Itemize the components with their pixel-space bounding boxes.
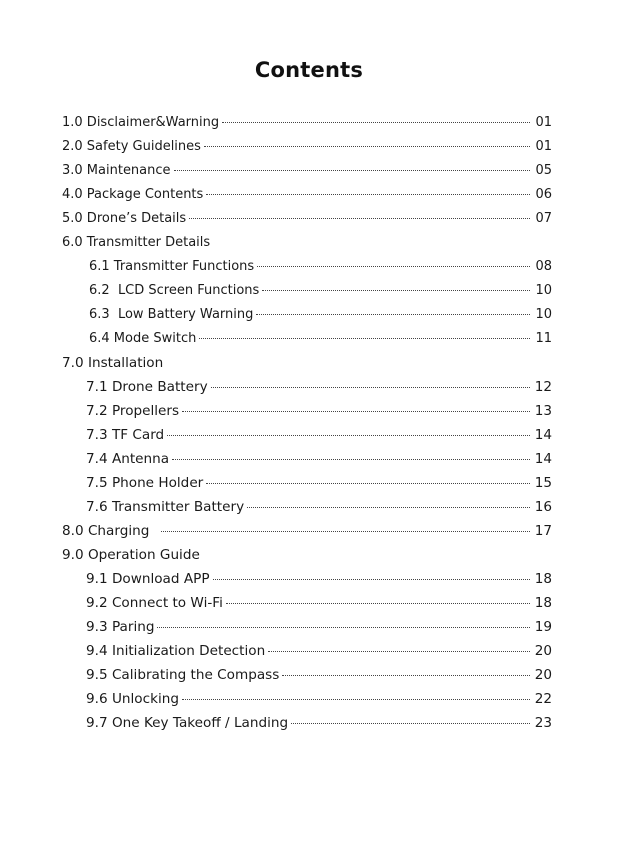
toc-entry-page: 07 [535, 211, 552, 226]
toc-entry-label: 9.6 Unlocking [86, 691, 179, 707]
toc-entry-9-3[interactable] [62, 617, 552, 641]
toc-entry-label: 7.6 Transmitter Battery [86, 499, 245, 515]
dot-leader [204, 146, 530, 147]
toc-entry-9-5[interactable] [62, 665, 552, 689]
toc-section-7-0[interactable] [62, 353, 552, 377]
dot-leader [256, 314, 530, 315]
dot-leader [268, 651, 530, 652]
toc-entry-label: 9.1 Download APP [86, 571, 210, 587]
dot-leader [222, 122, 530, 123]
toc-section-label: 7.0 Installation [62, 355, 164, 371]
toc-entry-9-1[interactable] [62, 569, 552, 593]
toc-entry-6-2[interactable] [62, 281, 552, 305]
dot-leader [199, 338, 530, 339]
dot-leader [182, 699, 530, 700]
toc-entry-7-5[interactable] [62, 473, 552, 497]
toc-entry-page: 20 [534, 667, 552, 683]
toc-entry-label: 8.0 Charging [62, 523, 150, 539]
dot-leader [291, 723, 530, 724]
toc-entry-page: 20 [534, 643, 552, 659]
toc-entry-page: 18 [534, 571, 552, 587]
page-title: Contents [254, 58, 364, 82]
toc-entry-page: 22 [534, 691, 552, 707]
toc-entry-label: 7.4 Antenna [86, 451, 170, 467]
dot-leader [189, 218, 530, 219]
dot-leader [167, 435, 530, 436]
toc-entry-6-4[interactable] [62, 329, 552, 353]
toc-entry-label: 3.0 Maintenance [62, 163, 171, 178]
toc-entry-page: 01 [535, 115, 552, 130]
toc-entry-3-0[interactable] [62, 161, 552, 185]
toc-entry-label: 7.3 TF Card [86, 427, 165, 443]
toc-entry-9-6[interactable] [62, 689, 552, 713]
toc-entry-6-1[interactable] [62, 257, 552, 281]
toc-entry-label: 4.0 Package Contents [62, 187, 204, 202]
toc-entry-1-0[interactable] [62, 113, 552, 137]
dot-leader [262, 290, 530, 291]
toc-entry-page: 10 [535, 307, 552, 322]
toc-entry-label: 7.5 Phone Holder [86, 475, 204, 491]
toc-entry-page: 01 [535, 139, 552, 154]
toc-entry-page: 14 [534, 427, 552, 443]
dot-leader [174, 170, 530, 171]
toc-entry-page: 08 [535, 259, 552, 274]
toc-entry-page: 11 [535, 331, 552, 346]
toc-entry-page: 17 [534, 523, 552, 539]
toc-entry-page: 16 [534, 499, 552, 515]
toc-section-label: 9.0 Operation Guide [62, 547, 200, 563]
toc-entry-label: 9.3 Paring [86, 619, 155, 635]
toc-section-6-0[interactable] [62, 233, 552, 257]
toc-entry-7-2[interactable] [62, 401, 552, 425]
dot-leader [182, 411, 530, 412]
toc-entry-page: 23 [534, 715, 552, 731]
toc-entry-7-1[interactable] [62, 377, 552, 401]
toc-entry-page: 12 [534, 379, 552, 395]
dot-leader [157, 627, 530, 628]
toc-entry-page: 05 [535, 163, 552, 178]
toc-entry-page: 14 [534, 451, 552, 467]
dot-leader [282, 675, 530, 676]
toc-entry-label: 1.0 Disclaimer&Warning [62, 115, 220, 130]
toc-entry-label: 6.1 Transmitter Functions [89, 259, 255, 274]
toc-entry-7-3[interactable] [62, 425, 552, 449]
toc-entry-page: 15 [534, 475, 552, 491]
dot-leader [161, 531, 530, 532]
dot-leader [247, 507, 530, 508]
toc-entry-page: 13 [534, 403, 552, 419]
toc-entry-label: 7.2 Propellers [86, 403, 180, 419]
toc-entry-7-4[interactable] [62, 449, 552, 473]
toc-entry-9-2[interactable] [62, 593, 552, 617]
toc-entry-label: 9.4 Initialization Detection [86, 643, 266, 659]
toc-entry-2-0[interactable] [62, 137, 552, 161]
toc-entry-9-4[interactable] [62, 641, 552, 665]
toc-entry-label: 5.0 Drone’s Details [62, 211, 187, 226]
dot-leader [213, 579, 530, 580]
dot-leader [257, 266, 530, 267]
toc-entry-label: 9.5 Calibrating the Compass [86, 667, 280, 683]
toc-entry-label: 2.0 Safety Guidelines [62, 139, 201, 154]
toc-entry-page: 18 [534, 595, 552, 611]
toc-entry-label: 9.2 Connect to Wi-Fi [86, 595, 223, 611]
toc-entry-label: 7.1 Drone Battery [86, 379, 208, 395]
toc-entry-5-0[interactable] [62, 209, 552, 233]
toc-entry-page: 10 [535, 283, 552, 298]
dot-leader [226, 603, 530, 604]
dot-leader [206, 483, 530, 484]
toc-section-label: 6.0 Transmitter Details [62, 235, 211, 250]
toc-entry-4-0[interactable] [62, 185, 552, 209]
dot-leader [172, 459, 530, 460]
toc-entry-8-0[interactable] [62, 521, 552, 545]
toc-entry-page: 06 [535, 187, 552, 202]
toc-entry-label: 6.4 Mode Switch [89, 331, 197, 346]
toc-entry-label: 9.7 One Key Takeoff / Landing [86, 715, 289, 731]
toc-section-9-0[interactable] [62, 545, 552, 569]
dot-leader [206, 194, 530, 195]
toc-entry-9-7[interactable] [62, 713, 552, 737]
toc-entry-7-6[interactable] [62, 497, 552, 521]
table-of-contents [62, 113, 552, 737]
toc-entry-label: 6.2 LCD Screen Functions [89, 283, 260, 298]
dot-leader [211, 387, 530, 388]
toc-entry-label: 6.3 Low Battery Warning [89, 307, 254, 322]
toc-entry-page: 19 [534, 619, 552, 635]
toc-entry-6-3[interactable] [62, 305, 552, 329]
